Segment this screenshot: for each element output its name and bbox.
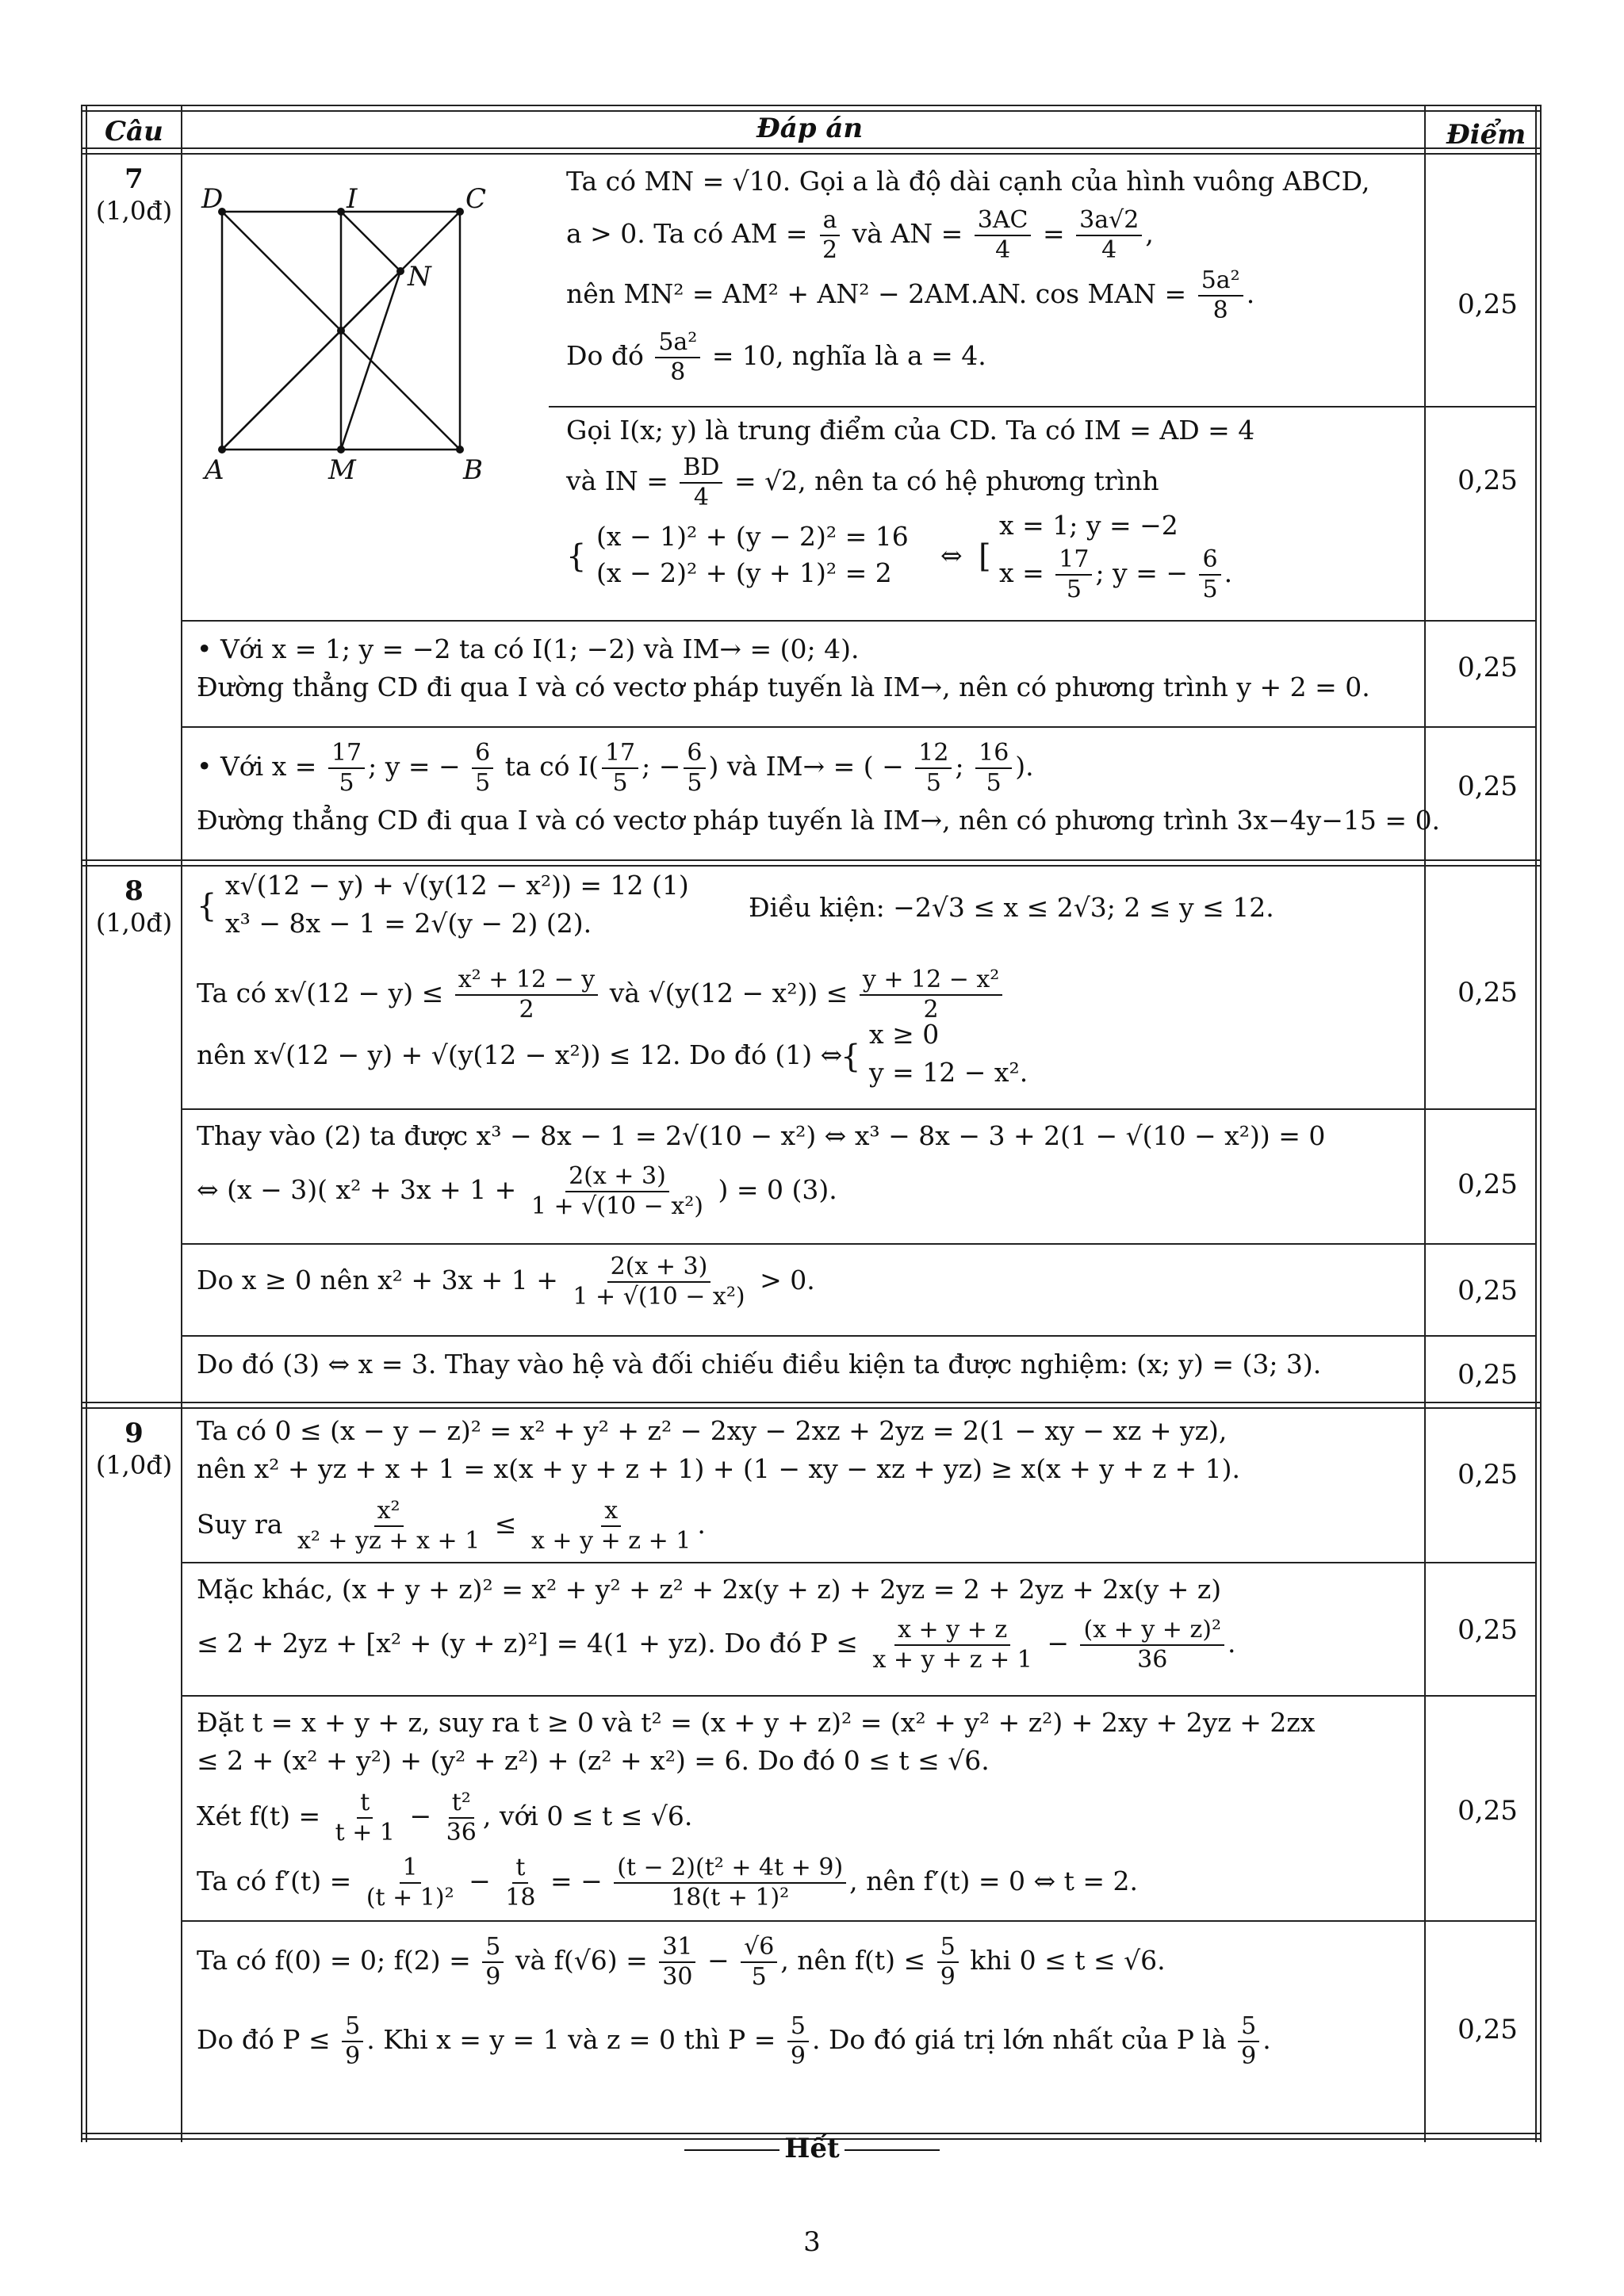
label-D: D (201, 184, 224, 215)
q9-sep-1 (181, 1562, 1535, 1563)
q9-p2-l2a: ≤ 2 + 2yz + [x² + (y + z)²] = 4(1 + yz). Do đó P ≤ (197, 1628, 858, 1659)
q9-p4-l1b: và f(√6) = (515, 1945, 648, 1976)
q7-p4-l1e: ) và IM→ = ( − (708, 751, 904, 782)
frac-den: 30 (662, 1963, 693, 1991)
frac-den: 4 (1101, 236, 1117, 264)
q7-p4-l1d: ; − (642, 751, 681, 782)
frac-num: t (512, 1854, 528, 1884)
q7-sep-1 (549, 406, 1535, 408)
frac-den: 5 (687, 769, 703, 797)
frac-den: 4 (693, 484, 709, 511)
q9-p3-l3b: − (409, 1800, 432, 1831)
frac (975, 739, 1012, 798)
q9-p3-line2: ≤ 2 + (x² + y²) + (y² + z²) + (z² + x²) = 6. Do đó 0 ≤ t ≤ √6. (197, 1745, 990, 1776)
frac-num: x + y + z (894, 1616, 1010, 1646)
q9-p3-l4c: = − (550, 1866, 603, 1896)
q8-sys2: x³ − 8x − 1 = 2√(y − 2) (2). (225, 908, 592, 939)
header-dap-an: Đáp án (756, 113, 864, 144)
q7-frac-17-5 (1055, 545, 1092, 604)
q9-p1-l3b: ≤ (494, 1509, 517, 1540)
frac (482, 1933, 504, 1992)
frac-den: 5 (612, 769, 628, 797)
frac-num: 17 (328, 739, 365, 769)
frac (787, 2012, 809, 2071)
header-diem: Điểm (1446, 119, 1526, 151)
frac-num: 2(x + 3) (607, 1253, 711, 1283)
q7-p3-line1: • Với x = 1; y = −2 ta có I(1; −2) và IM→ = (0; 4). (197, 633, 860, 664)
frac (741, 1933, 777, 1992)
q7-brace: { (566, 538, 587, 575)
q7-score-3: 0,25 (1457, 652, 1518, 683)
frac-den: 9 (345, 2042, 361, 2070)
frac (602, 739, 638, 798)
q9-p2-l2c: . (1228, 1628, 1236, 1659)
frac-den: 5 (475, 769, 491, 797)
q7-sys2: (x − 2)² + (y + 1)² = 2 (596, 557, 892, 588)
frac (915, 739, 952, 798)
page-number: 3 (803, 2226, 821, 2258)
frac-den: 5 (339, 769, 354, 797)
frac (1238, 2012, 1259, 2071)
q7-frac-bd4 (680, 453, 722, 512)
frac (659, 1933, 695, 1992)
q7-p2-line2 (566, 453, 1159, 512)
dash-right (845, 2149, 940, 2151)
frac-num: 5a² (655, 328, 700, 358)
q9-p3-l3a: Xét f(t) = (197, 1800, 321, 1831)
q7-p4-l1f: ; (955, 751, 964, 782)
q7-p4-l1c: ta có I( (504, 751, 599, 782)
frac (684, 739, 705, 798)
q7-p4-line1 (197, 739, 1034, 798)
q8-condition: Điều kiện: −2√3 ≤ x ≤ 2√3; 2 ≤ y ≤ 12. (749, 892, 1274, 923)
frac-den: 2 (923, 996, 939, 1024)
q7-sol2 (999, 545, 1232, 604)
frac (528, 1162, 707, 1221)
q7-p1-l4b: = 10, nghĩa là a = 4. (711, 340, 986, 371)
q7-sep-2 (181, 620, 1535, 622)
q9-sep-3 (181, 1920, 1535, 1922)
q9-p4-l1c: − (707, 1945, 730, 1976)
frac-num: 2(x + 3) (565, 1162, 669, 1192)
frac-den: 1 + √(10 − x²) (530, 1192, 703, 1220)
frac-den: 5 (1202, 576, 1218, 603)
frac (528, 1497, 694, 1556)
q7-sol2c: . (1224, 557, 1233, 588)
q9-p2-line2 (197, 1616, 1236, 1674)
frac-num: x² (374, 1497, 404, 1527)
q9-p2-line1: Mặc khác, (x + y + z)² = x² + y² + z² + 2x(y + z) + 2yz = 2 + 2yz + 2x(y + z) (197, 1574, 1222, 1605)
frac-den: 8 (1212, 297, 1228, 324)
frac-num: BD (680, 453, 722, 484)
q7-num: 7 (124, 163, 144, 195)
frac-num: 3AC (975, 206, 1032, 236)
frac (443, 1789, 480, 1847)
q9-score-2: 0,25 (1457, 1614, 1518, 1646)
q8-p3-line (197, 1253, 815, 1311)
frac-num: 5 (787, 2012, 809, 2042)
frac-num: x² + 12 − y (455, 966, 599, 996)
q8-p1-l1b: và √(y(12 − x²)) ≤ (609, 978, 848, 1008)
frac-num: 5 (482, 1933, 504, 1963)
frac (455, 966, 599, 1024)
frac-den: (t + 1)² (366, 1884, 454, 1911)
frac-den: 5 (986, 769, 1002, 797)
q7-p1-l3a: nên MN² = AM² + AN² − 2AM.AN. cos MAN = (566, 278, 1187, 309)
q7-p4-l1g: ). (1015, 751, 1034, 782)
q8-p3a: Do x ≥ 0 nên x² + 3x + 1 + (197, 1265, 558, 1295)
frac-num: (t − 2)(t² + 4t + 9) (614, 1854, 846, 1884)
q9-points: (1,0đ) (95, 1450, 173, 1480)
q9-p3-l3c: , với 0 ≤ t ≤ √6. (482, 1800, 693, 1831)
q9-p1-line2: nên x² + yz + x + 1 = x(x + y + z + 1) + (1 − xy − xz + yz) ≥ x(x + y + z + 1). (197, 1453, 1240, 1484)
q7-iff: ⇔ (940, 540, 963, 571)
q7-frac-3ac4 (975, 206, 1032, 265)
q9-p3-line1: Đặt t = x + y + z, suy ra t ≥ 0 và t² = (x + y + z)² = (x² + y² + z²) + 2xy + 2yz + 2zx (197, 1707, 1316, 1738)
q8-score-2: 0,25 (1457, 1169, 1518, 1200)
q8-p2-line2 (197, 1162, 837, 1221)
q7-p3-line2: Đường thẳng CD đi qua I và có vectơ pháp tuyến là IM→, nên có phương trình y + 2 = 0. (197, 672, 1370, 702)
q7-p1-line4 (566, 328, 986, 387)
frac (363, 1854, 458, 1912)
end-marker (0, 2133, 1624, 2164)
frac-num: 17 (1055, 545, 1092, 576)
label-A: A (205, 454, 224, 486)
q7-score-2: 0,25 (1457, 465, 1518, 496)
label-I: I (347, 184, 358, 215)
q8-c2: y = 12 − x². (869, 1057, 1028, 1088)
frac-den: x² + yz + x + 1 (297, 1527, 481, 1555)
dash-left (684, 2149, 779, 2151)
q8-number (89, 875, 179, 939)
q9-p4-l2a: Do đó P ≤ (197, 2024, 331, 2055)
q7-points: (1,0đ) (95, 196, 173, 226)
q9-p1-line3 (197, 1497, 706, 1556)
q9-p3-line4 (197, 1854, 1138, 1912)
q8-brace-2: { (841, 1039, 861, 1075)
frac-den: 2 (519, 996, 534, 1024)
q8-sys1: x√(12 − y) + √(y(12 − x²)) = 12 (1) (225, 870, 689, 901)
frac-num: t² (449, 1789, 474, 1819)
q7-sol1: x = 1; y = −2 (999, 510, 1178, 541)
q9-p3-l4d: , nên f′(t) = 0 ⇔ t = 2. (849, 1866, 1139, 1896)
q9-p4-l1a: Ta có f(0) = 0; f(2) = (197, 1945, 471, 1976)
frac (860, 966, 1003, 1024)
q7-p4-l1b: ; y = − (368, 751, 461, 782)
q8-p2-l2a: ⇔ (x − 3)( x² + 3x + 1 + (197, 1174, 517, 1205)
q8-brace: { (197, 888, 217, 924)
q7-p1-line3 (566, 266, 1254, 325)
q9-p3-l4b: − (469, 1866, 491, 1896)
q8-p1-l1a: Ta có x√(12 − y) ≤ (197, 978, 444, 1008)
frac-den: 5 (751, 1963, 767, 1991)
frac (937, 1933, 959, 1992)
q8-p3b: > 0. (760, 1265, 815, 1295)
q7-p4-l1a: • Với x = (197, 751, 317, 782)
q8-sep-3 (181, 1335, 1535, 1337)
frac (472, 739, 493, 798)
q8-score-4: 0,25 (1457, 1359, 1518, 1391)
frac-num: 5 (937, 1933, 959, 1963)
frac-den: 5 (1066, 576, 1082, 603)
q7-p1-l2a: a > 0. Ta có AM = (566, 218, 808, 249)
q8-p1-line1 (197, 966, 1005, 1024)
frac-num: 1 (400, 1854, 421, 1884)
q7-sep-3 (181, 726, 1535, 728)
q7-p1-l2d: , (1145, 218, 1154, 249)
q9-p4-line2 (197, 2012, 1271, 2071)
frac-num: 5 (342, 2012, 363, 2042)
q8-p2-l2b: ) = 0 (3). (718, 1174, 837, 1205)
frac-den: x + y + z + 1 (530, 1527, 691, 1555)
frac-num: 31 (659, 1933, 695, 1963)
frac-num: t (357, 1789, 373, 1819)
frac-num: a (820, 206, 841, 236)
q9-num: 9 (124, 1418, 144, 1449)
label-B: B (463, 454, 483, 486)
q8-sep-1 (181, 1108, 1535, 1110)
frac-num: 6 (472, 739, 493, 769)
q7-sol2b: ; y = − (1095, 557, 1188, 588)
q7-p1-line2 (566, 206, 1154, 265)
frac (332, 1789, 398, 1847)
q9-score-4: 0,25 (1457, 2014, 1518, 2045)
frac (869, 1616, 1035, 1674)
q7-sys1: (x − 1)² + (y − 2)² = 16 (596, 521, 909, 552)
frac-den: 18 (505, 1884, 536, 1911)
q9-p3-line3 (197, 1789, 692, 1847)
frac-den: 9 (940, 1963, 956, 1991)
q7-bracket: [ (979, 538, 991, 575)
q9-p1-l3c: . (697, 1509, 706, 1540)
frac-den: 8 (670, 358, 686, 386)
label-N: N (408, 261, 431, 293)
frac-den: 1 + √(10 − x²) (573, 1283, 745, 1311)
q7-frac-5a2-8b (655, 328, 700, 387)
q8-sep-2 (181, 1243, 1535, 1245)
q7-frac-6-5 (1199, 545, 1220, 604)
q7-p1-l4a: Do đó (566, 340, 644, 371)
q8-score-1: 0,25 (1457, 977, 1518, 1008)
q7-frac-5a2-8 (1198, 266, 1243, 325)
frac (569, 1253, 748, 1311)
q7-number (89, 163, 179, 227)
frac-num: 12 (915, 739, 952, 769)
q9-p4-line1 (197, 1933, 1166, 1992)
frac-num: √6 (741, 1933, 777, 1963)
square-figure (200, 184, 580, 517)
frac (342, 2012, 363, 2071)
q7-frac-a2 (819, 206, 841, 265)
frac-den: t + 1 (335, 1819, 395, 1846)
frac-num: 6 (1199, 545, 1220, 576)
q8-p1-line2: nên x√(12 − y) + √(y(12 − x²)) ≤ 12. Do đó (1) ⇔ (197, 1039, 843, 1070)
q7-score-4: 0,25 (1457, 771, 1518, 802)
q8-p4-line: Do đó (3) ⇔ x = 3. Thay vào hệ và đối chiếu điều kiện ta được nghiệm: (x; y) = (3; 3). (197, 1349, 1322, 1380)
frac-num: 5 (1238, 2012, 1259, 2042)
q7-p1-l2c: = (1042, 218, 1065, 249)
label-M: M (328, 454, 356, 486)
frac-num: 3a√2 (1076, 206, 1142, 236)
q7-p1-l2b: và AN = (852, 218, 963, 249)
q9-p4-l2c: . Do đó giá trị lớn nhất của P là (811, 2024, 1227, 2055)
frac-num: 6 (684, 739, 705, 769)
q7-sol2a: x = (999, 557, 1044, 588)
frac-num: 16 (975, 739, 1012, 769)
q7-score-1: 0,25 (1457, 289, 1518, 320)
frac-den: 4 (995, 236, 1011, 264)
q9-p4-l1e: khi 0 ≤ t ≤ √6. (970, 1945, 1166, 1976)
frac (502, 1854, 538, 1912)
q9-p1-l3a: Suy ra (197, 1509, 283, 1540)
q9-p3-l4a: Ta có f′(t) = (197, 1866, 352, 1896)
q9-number (89, 1418, 179, 1481)
frac-num: (x + y + z)² (1080, 1616, 1224, 1646)
frac-den: 18(t + 1)² (671, 1884, 790, 1911)
frac-num: y + 12 − x² (860, 966, 1003, 996)
answer-table (81, 105, 1542, 2142)
q7-p4-line2: Đường thẳng CD đi qua I và có vectơ pháp tuyến là IM→, nên có phương trình 3x−4y−15 = 0. (197, 805, 1441, 836)
label-C: C (465, 184, 487, 215)
q8-score-3: 0,25 (1457, 1275, 1518, 1307)
header-cau: Câu (105, 116, 163, 147)
q7-p2-l2b: = √2, nên ta có hệ phương trình (733, 465, 1159, 496)
q8-points: (1,0đ) (95, 908, 173, 938)
frac-den: 9 (790, 2042, 806, 2070)
q9-score-1: 0,25 (1457, 1459, 1518, 1490)
q7-p1-l3b: . (1246, 278, 1255, 309)
q8-c1: x ≥ 0 (869, 1019, 940, 1050)
q9-p4-l1d: , nên f(t) ≤ (780, 1945, 926, 1976)
q7-p2-line1: Gọi I(x; y) là trung điểm của CD. Ta có IM = AD = 4 (566, 415, 1255, 446)
q9-p4-l2d: . (1262, 2024, 1271, 2055)
q8-num: 8 (124, 875, 144, 907)
frac-den: 9 (1241, 2042, 1257, 2070)
frac (328, 739, 365, 798)
q7-p1-line1: Ta có MN = √10. Gọi a là độ dài cạnh của hình vuông ABCD, (566, 166, 1370, 197)
frac-num: 5a² (1198, 266, 1243, 297)
frac-num: x (601, 1497, 621, 1527)
q9-p2-l2b: − (1047, 1628, 1069, 1659)
q9-p4-l2b: . Khi x = y = 1 và z = 0 thì P = (366, 2024, 776, 2055)
q9-p1-line1: Ta có 0 ≤ (x − y − z)² = x² + y² + z² − 2xy − 2xz + 2yz = 2(1 − xy − xz + yz), (197, 1415, 1228, 1446)
frac-den: 5 (925, 769, 941, 797)
het-text: Hết (784, 2133, 840, 2164)
q9-score-3: 0,25 (1457, 1795, 1518, 1827)
q8-p2-line1: Thay vào (2) ta được x³ − 8x − 1 = 2√(10 − x²) ⇔ x³ − 8x − 3 + 2(1 − √(10 − x²)) = 0 (197, 1120, 1326, 1151)
frac-den: 9 (485, 1963, 501, 1991)
q7-p2-l2a: và IN = (566, 465, 668, 496)
frac (294, 1497, 483, 1556)
q7-frac-3a (1076, 206, 1142, 265)
frac-den: 36 (1137, 1646, 1168, 1674)
frac-den: 36 (446, 1819, 477, 1846)
q9-sep-2 (181, 1695, 1535, 1697)
frac (1080, 1616, 1224, 1674)
frac-den: x + y + z + 1 (872, 1646, 1032, 1674)
frac (614, 1854, 846, 1912)
frac-num: 17 (602, 739, 638, 769)
frac-den: 2 (822, 236, 838, 264)
